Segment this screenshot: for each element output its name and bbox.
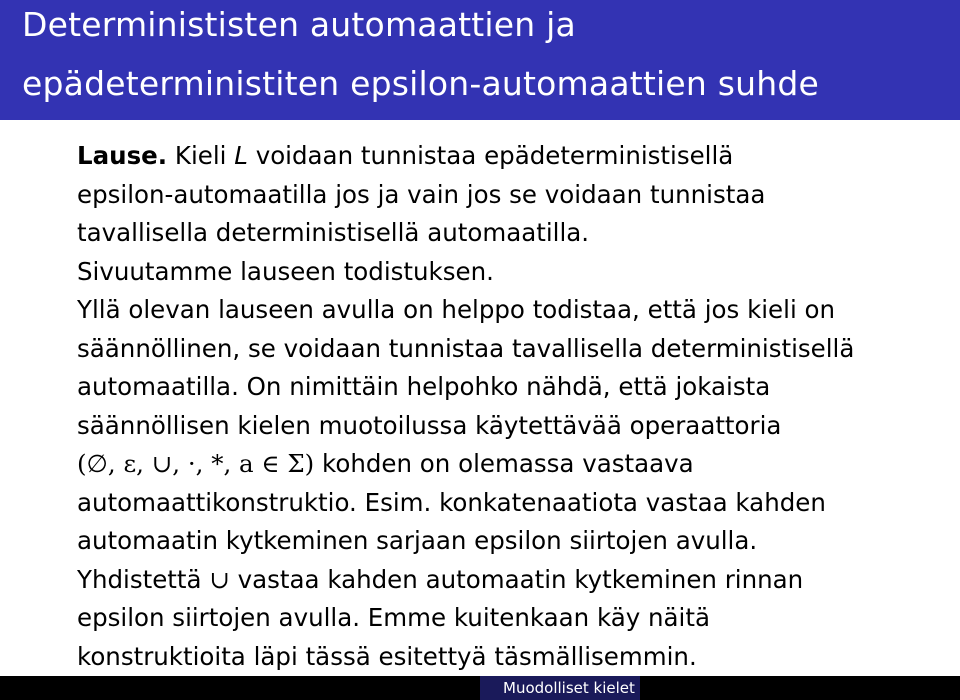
body-line-4: Sivuutamme lauseen todistuksen. (77, 256, 494, 286)
body-line-11: automaatin kytkeminen sarjaan epsilon siirtojen avulla. (77, 526, 758, 555)
theorem-text-b: voidaan tunnistaa epädeterministisellä (247, 141, 734, 170)
body-line-6: säännöllinen, se voidaan tunnistaa tavallisella deterministisellä (77, 333, 855, 363)
theorem-line-1 (77, 137, 937, 176)
body-line-14: konstruktioita läpi tässä esitettyä täsmällisemmin. (77, 641, 697, 671)
theorem-text-a: Kieli (174, 141, 235, 170)
body-line-12 (77, 561, 937, 600)
body-line-9 (77, 445, 937, 484)
theorem-line-3: tavallisella deterministisellä automaatilla. (77, 218, 590, 247)
footer-label: Muodolliset kielet (503, 679, 635, 697)
body-line-12-b: vastaa kahden automaatin kytkeminen rinnan (229, 564, 804, 594)
union-symbol: ∪ (209, 564, 230, 594)
body-line-8: säännöllisen kielen muotoilussa käytettävää operaattoria (77, 410, 782, 440)
body-line-7: automaatilla. On nimittäin helpohko nähdä, että jokaista (77, 372, 771, 401)
operator-list: (∅, ε, ∪, ·, *, a ∈ Σ) (77, 449, 315, 478)
slide-body (77, 137, 937, 676)
body-line-13: epsilon siirtojen avulla. Emme kuitenkaan käy näitä (77, 603, 710, 632)
language-variable: L (234, 141, 248, 170)
body-line-9-rest: kohden on olemassa vastaava (314, 449, 694, 478)
slide-title-line-2: epädeterministiten epsilon-automaattien suhde (22, 64, 819, 103)
slide-title-bar (0, 0, 960, 120)
theorem-label: Lause. (77, 141, 168, 170)
body-line-10: automaattikonstruktio. Esim. konkatenaatiota vastaa kahden (77, 487, 826, 517)
slide-title-line-1: Determinististen automaattien ja (22, 5, 576, 44)
theorem-line-2: epsilon-automaatilla jos ja vain jos se voidaan tunnistaa (77, 179, 766, 209)
body-line-12-a: Yhdistettä (77, 564, 210, 594)
footer-bar (0, 676, 960, 700)
body-line-5: Yllä olevan lauseen avulla on helppo todistaa, että jos kieli on (77, 295, 836, 324)
